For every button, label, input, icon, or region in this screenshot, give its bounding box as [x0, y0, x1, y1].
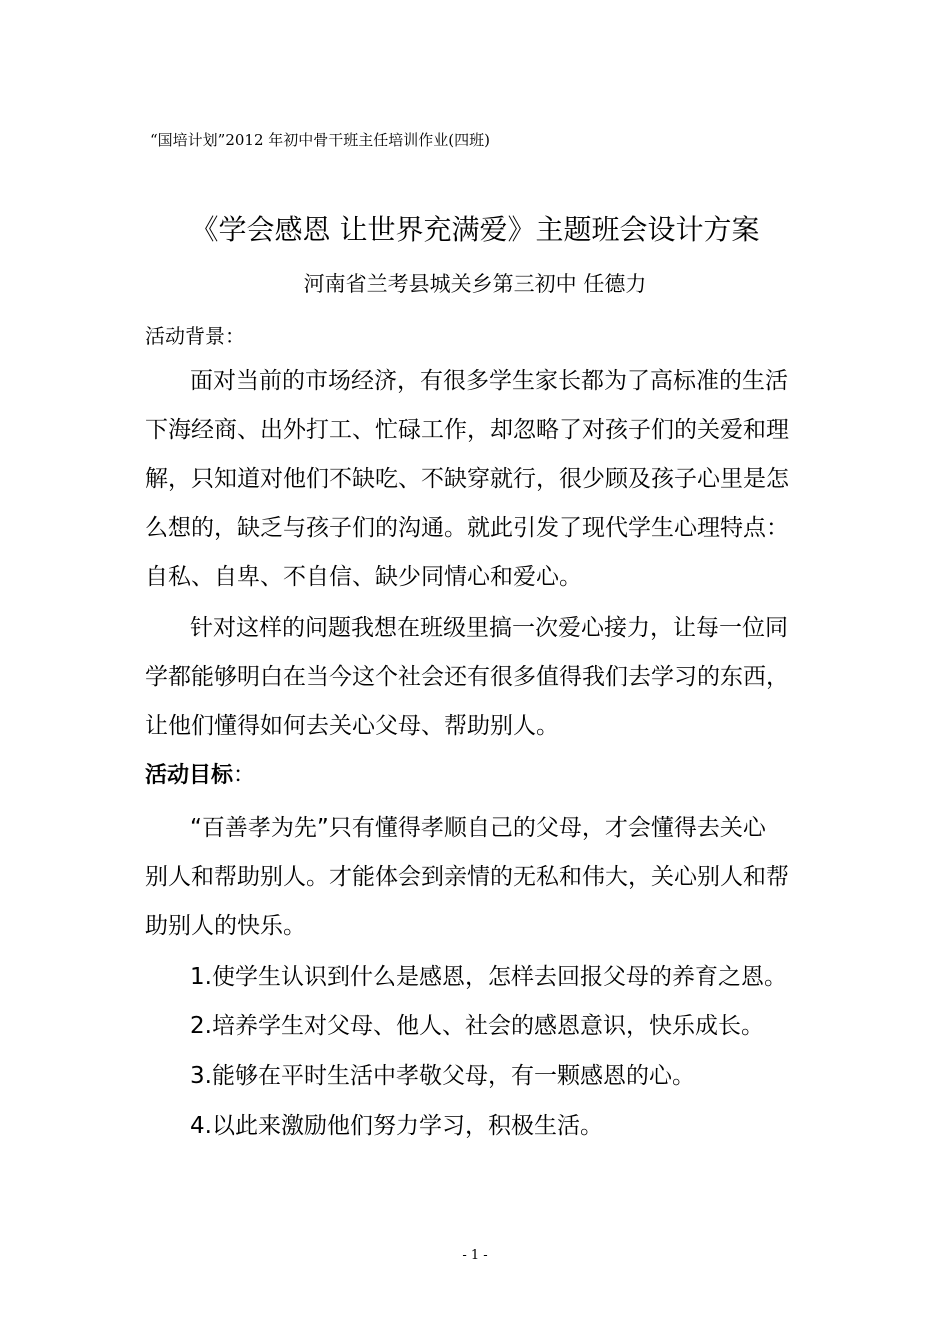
- background-line: 自私、自卑、不自信、缺少同情心和爱心。: [145, 564, 582, 590]
- background-label: 活动背景：: [145, 324, 245, 348]
- header-note: “国培计划”2012 年初中骨干班主任培训作业(四班): [150, 131, 490, 149]
- background-line: 让他们懂得如何去关心父母、帮助别人。: [145, 713, 559, 739]
- goals-intro-line: “百善孝为先”只有懂得孝顺自己的父母，才会懂得去关心: [190, 815, 766, 841]
- background-line: 下海经商、出外打工、忙碌工作，却忽略了对孩子们的关爱和理: [145, 417, 789, 443]
- goals-intro-line: 别人和帮助别人。才能体会到亲情的无私和伟大，关心别人和帮: [145, 864, 789, 890]
- author-line: 河南省兰考县城关乡第三初中 任德力: [303, 272, 647, 296]
- background-line: 解，只知道对他们不缺吃、不缺穿就行，很少顾及孩子心里是怎: [145, 466, 789, 492]
- goal-item: 3.能够在平时生活中孝敬父母，有一颗感恩的心。: [190, 1063, 695, 1089]
- background-line: 针对这样的问题我想在班级里搞一次爱心接力，让每一位同: [190, 615, 788, 641]
- page-number: - 1 -: [462, 1248, 488, 1263]
- background-line: 面对当前的市场经济，有很多学生家长都为了高标准的生活: [190, 368, 788, 394]
- goals-heading: [145, 759, 255, 793]
- goal-item: 2.培养学生对父母、他人、社会的感恩意识，快乐成长。: [190, 1013, 764, 1039]
- goals-intro-line: 助别人的快乐。: [145, 913, 306, 939]
- background-line: 么想的，缺乏与孩子们的沟通。就此引发了现代学生心理特点：: [145, 515, 789, 541]
- goal-item: 4.以此来激励他们努力学习，积极生活。: [190, 1113, 603, 1139]
- goal-item: 1.使学生认识到什么是感恩，怎样去回报父母的养育之恩。: [190, 964, 787, 990]
- background-line: 学都能够明白在当今这个社会还有很多值得我们去学习的东西，: [145, 664, 789, 690]
- goals-heading-text: 活动目标: [145, 763, 234, 788]
- document-title: 《学会感恩 让世界充满爱》主题班会设计方案: [190, 213, 760, 246]
- goals-heading-colon: ：: [233, 763, 256, 788]
